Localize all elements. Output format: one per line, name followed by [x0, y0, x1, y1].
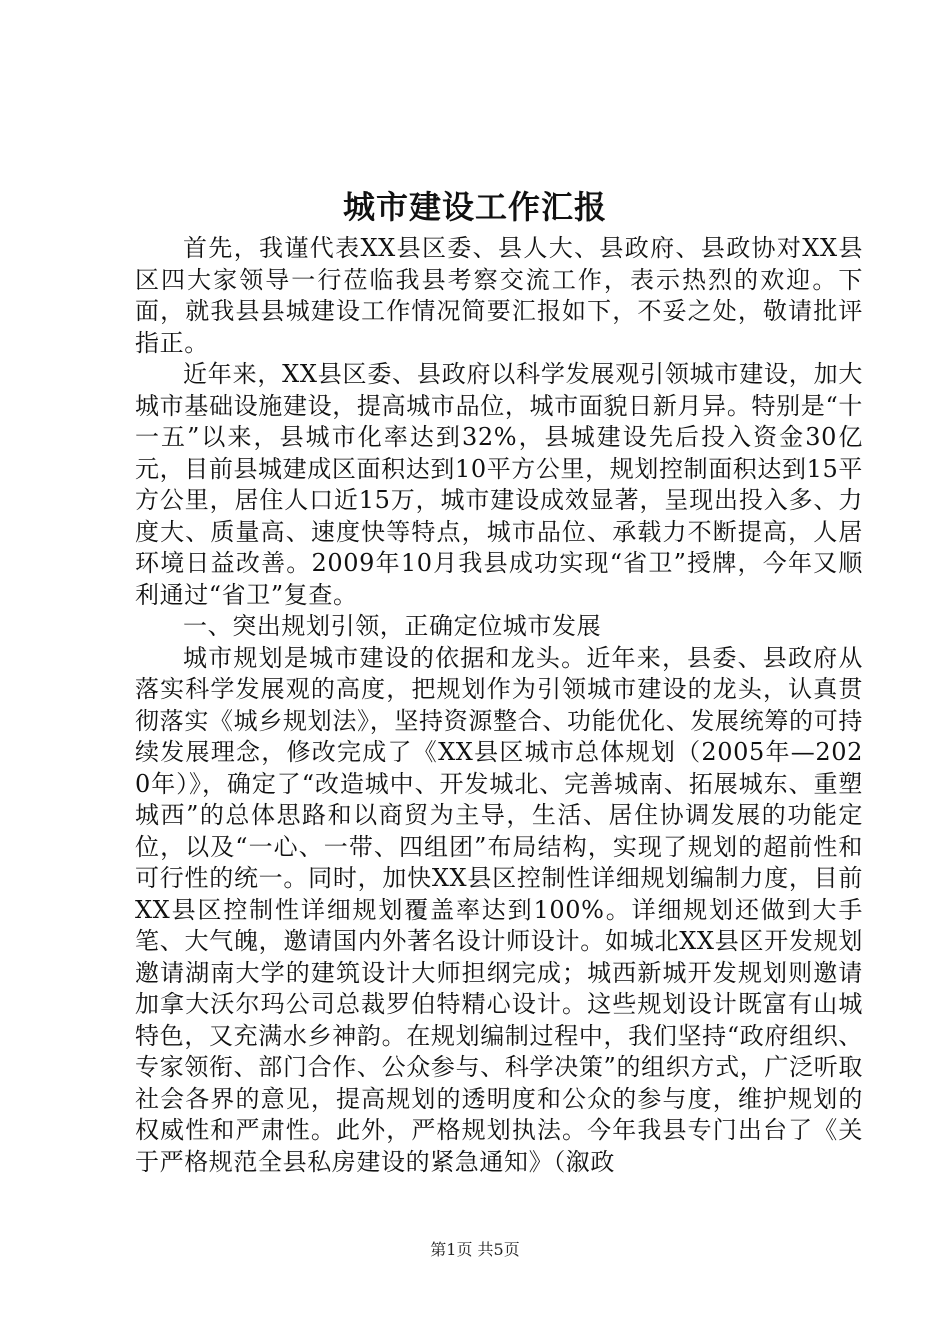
section-heading-planning: 一、突出规划引领，正确定位城市发展 — [183, 612, 602, 640]
document-body — [135, 233, 863, 1178]
document-title: 城市建设工作汇报 — [342, 188, 607, 226]
paragraph-planning: 城市规划是城市建设的依据和龙头。近年来，县委、县政府从落实科学发展观的高度，把规划作为引领城市建设的龙头，认真贯彻落实《城乡规划法》，坚持资源整合、功能优化、发展统筹的可持续发展理念，修改完成了《XX县区城市总体规划（2005年—2020年）》，确定了“改造城中、开发城北、完善城南、拓展城东、重塑城西”的总体思路和以商贸为主导，生活、居住协调发展的功能定位，以及“一心、一带、四组团”布局结构，实现了规划的超前性和可行性的统一。同时，加快XX县区控制性详细规划编制力度，目前XX县区控制性详细规划覆盖率达到100%。详细规划还做到大手笔、大气魄，邀请国内外著名设计师设计。如城北XX县区开发规划邀请湖南大学的建筑设计大师担纲完成；城西新城开发规划则邀请加拿大沃尔玛公司总裁罗伯特精心设计。这些规划设计既富有山城特色，又充满水乡神韵。在规划编制过程中，我们坚持“政府组织、专家领衔、部门合作、公众参与、科学决策”的组织方式，广泛听取社会各界的意见，提高规划的透明度和公众的参与度，维护规划的权威性和严肃性。此外，严格规划执法。今年我县专门出台了《关于严格规范全县私房建设的紧急通知》（溆政 — [135, 643, 863, 1176]
paragraph-overview: 近年来，XX县区委、县政府以科学发展观引领城市建设，加大城市基础设施建设，提高城市品位，城市面貌日新月异。特别是“十一五”以来，县城市化率达到32%，县城建设先后投入资金30亿元，目前县城建成区面积达到10平方公里，规划控制面积达到15平方公里，居住人口近15万，城市建设成效显著，呈现出投入多、力度大、质量高、速度快等特点，城市品位、承载力不断提高，人居环境日益改善。2009年10月我县成功实现“省卫”授牌，今年又顺利通过“省卫”复查。 — [135, 360, 863, 609]
paragraph-intro: 首先，我谨代表XX县区委、县人大、县政府、县政协对XX县区四大家领导一行莅临我县考察交流工作，表示热烈的欢迎。下面，就我县县城建设工作情况简要汇报如下，不妥之处，敬请批评指正。 — [135, 234, 863, 357]
page-number-footer: 第1页 共5页 — [430, 1240, 520, 1259]
